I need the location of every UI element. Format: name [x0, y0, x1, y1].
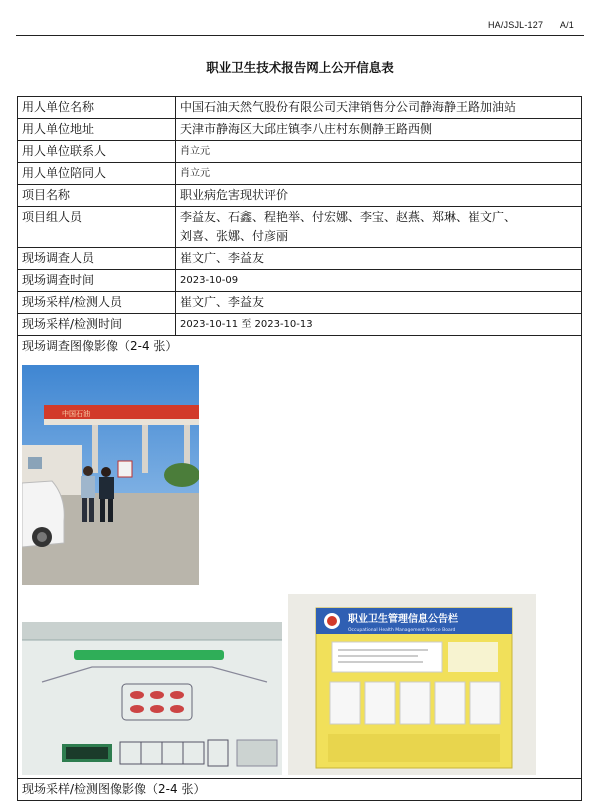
row-value: 肖立元	[176, 141, 582, 163]
page-number: A/1	[559, 20, 574, 30]
sampling-images-cell	[18, 779, 582, 801]
doc-code-text: HA/JSJL-127	[487, 20, 544, 30]
notice-board-photo	[288, 594, 536, 775]
row-label: 现场调查时间	[18, 270, 176, 292]
page-title: 职业卫生技术报告网上公开信息表	[206, 60, 394, 75]
gas-station-photo	[22, 365, 199, 585]
board-title-cn: 职业卫生管理信息公告栏	[348, 614, 458, 625]
info-table	[17, 96, 582, 801]
row-label: 现场采样/检测人员	[18, 292, 176, 314]
header-rule	[16, 35, 584, 36]
row-label: 用人单位联系人	[18, 141, 176, 163]
row-label: 现场采样/检测时间	[18, 314, 176, 336]
team-line-1: 李益友、石鑫、程艳举、付宏娜、李宝、赵燕、郑琳、崔文广、	[180, 210, 517, 224]
row-value: 崔文广、李益友	[176, 248, 582, 270]
row-value: 天津市静海区大邱庄镇李八庄村东侧静王路西侧	[176, 119, 582, 141]
date-from: 2023-10-11	[180, 319, 239, 330]
table-row	[18, 97, 582, 119]
table-row	[18, 141, 582, 163]
row-label: 项目名称	[18, 185, 176, 207]
row-label: 项目组人员	[18, 207, 176, 248]
date-sep: 至	[241, 319, 252, 330]
control-panel-photo	[22, 622, 282, 775]
survey-images-label: 现场调查图像影像（2-4 张）	[22, 339, 178, 353]
station-sign-text: 中国石油	[62, 410, 90, 418]
table-row	[18, 336, 582, 779]
row-label: 用人单位名称	[18, 97, 176, 119]
team-line-2: 刘喜、张娜、付彦丽	[180, 229, 289, 243]
table-row	[18, 314, 582, 336]
row-value: 肖立元	[176, 163, 582, 185]
board-title-en: Occupational Health Management Notice Board	[348, 628, 456, 633]
row-label: 用人单位陪同人	[18, 163, 176, 185]
table-row	[18, 292, 582, 314]
row-label: 现场调查人员	[18, 248, 176, 270]
row-value	[176, 314, 582, 336]
row-value: 中国石油天然气股份有限公司天津销售分公司静海静王路加油站	[176, 97, 582, 119]
table-row	[18, 185, 582, 207]
row-value: 职业病危害现状评价	[176, 185, 582, 207]
row-value: 崔文广、李益友	[176, 292, 582, 314]
table-row	[18, 119, 582, 141]
table-row	[18, 779, 582, 801]
table-row	[18, 270, 582, 292]
document-code	[474, 20, 574, 30]
row-value	[176, 207, 582, 248]
row-label: 用人单位地址	[18, 119, 176, 141]
table-row	[18, 248, 582, 270]
table-row	[18, 207, 582, 248]
row-value: 2023-10-09	[176, 270, 582, 292]
date-to: 2023-10-13	[254, 319, 313, 330]
survey-images-cell	[18, 336, 582, 779]
table-row	[18, 163, 582, 185]
sampling-images-label: 现场采样/检测图像影像（2-4 张）	[22, 782, 206, 796]
